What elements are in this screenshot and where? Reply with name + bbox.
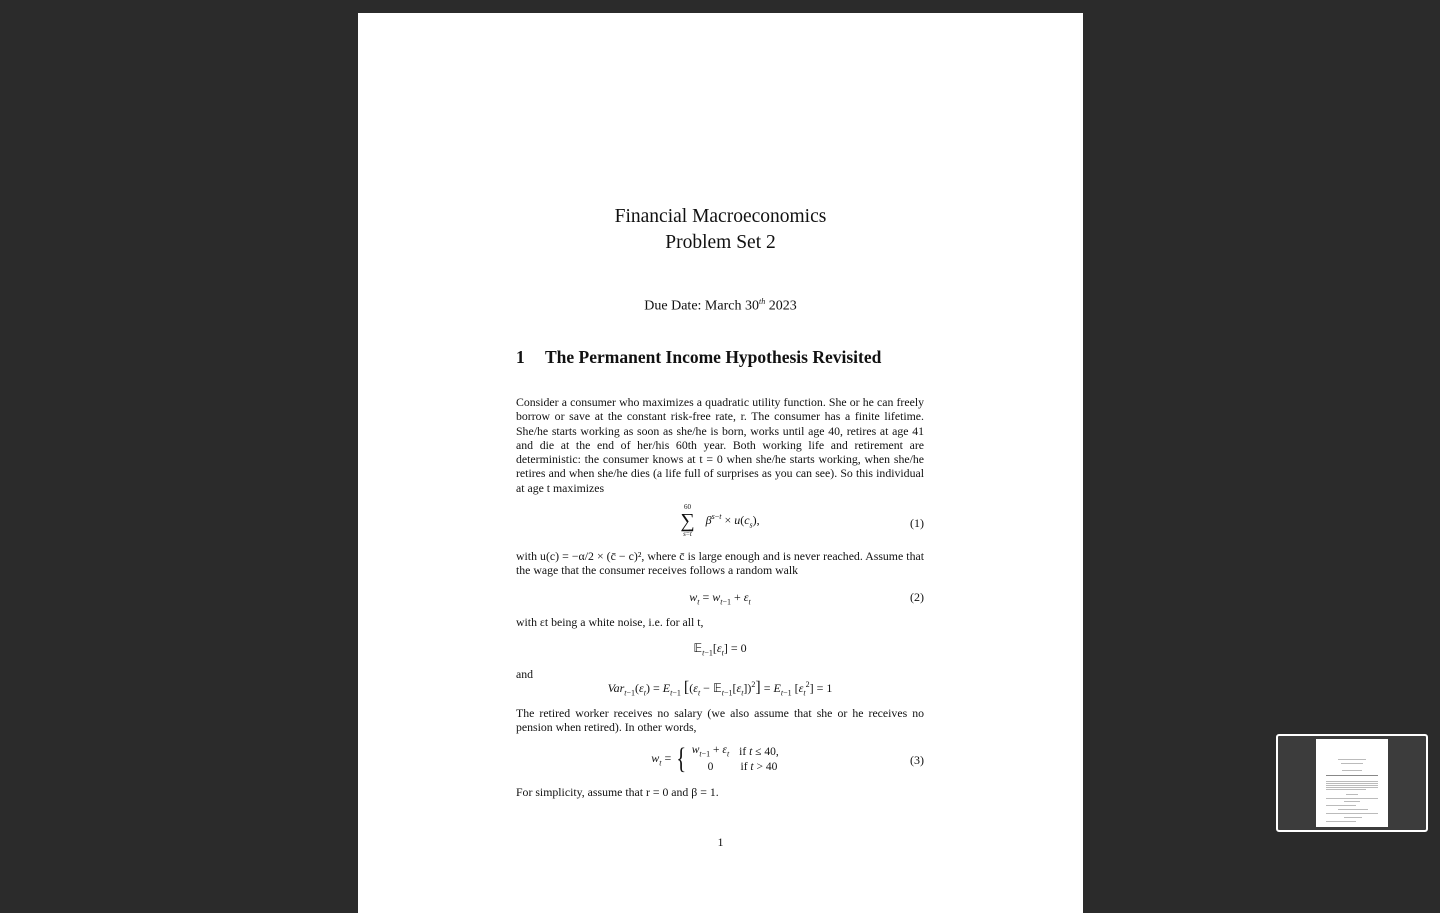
page-thumbnail[interactable] — [1276, 734, 1428, 832]
equation-number-3: (3) — [910, 753, 924, 767]
paragraph-4: and — [516, 667, 534, 681]
title-line-2: Problem Set 2 — [665, 232, 776, 253]
section-title: The Permanent Income Hypothesis Revisited — [545, 347, 882, 367]
equation-variance: $Var_{t-1}(\varepsilon_t) = E_{t-1}$ [($\varepsilon_t$ − $𝔼_{t-1}[\varepsilon_t])^2] = E_{t-1}$ $[\varepsilon_t^2] = 1$ — [607, 679, 833, 698]
title-line-1: Financial Macroeconomics — [614, 206, 827, 227]
due-date-year: 2023 — [765, 298, 797, 314]
section-number: 1 — [516, 347, 525, 367]
document-page — [358, 13, 1083, 913]
due-date-sup: th — [758, 297, 766, 306]
paragraph-1: Consider a consumer who maximizes a quadratic utility function. She or he can freely borrow or save at the constant risk-free rate, r. The consumer has a finite lifetime. She/he starts working as soon as she/he is born, works until age 40, retires at age 41 and die at the end of her/his 60th year. Both working life and retirement are deterministic: the consumer knows at t = 0 when she/he starts working, when she/he retires and when she/he dies (a life full of surprises as you can see). So this individual at age t maximizes — [516, 395, 924, 495]
equation-1: 60 ∑ s=t $\beta^{s-t} \times u(c_s)$, (1) — [680, 503, 924, 538]
due-date-text: Due Date: March 30 — [644, 298, 759, 314]
equation-3: $w_t$ = { $w_{t-1} + \varepsilon_t$ if t ≤ 40, 0 if t > 40 (3) — [651, 742, 924, 775]
equation-number-1: (1) — [910, 516, 924, 530]
paragraph-3: with εt being a white noise, i.e. for all t, — [516, 615, 704, 629]
thumbnail-page[interactable] — [1316, 739, 1388, 827]
equation-2: $w_t = w_{t-1} + \varepsilon_t$ (2) — [689, 590, 924, 607]
section-heading — [516, 347, 924, 368]
paragraph-2: with u(c) = −α/2 × (c̄ − c)², where c̄ is large enough and is never reached. Assume that the wage that the consumer receives follows a random walk — [516, 549, 924, 578]
equation-number-2: (2) — [910, 590, 924, 604]
due-date — [358, 297, 1083, 315]
document-title — [358, 204, 1083, 256]
paragraph-6: For simplicity, assume that r = 0 and β = 1. — [516, 785, 719, 799]
equation-expectation: $𝔼_{t-1}[\varepsilon_t] = 0$ — [693, 641, 747, 658]
page-number: 1 — [717, 835, 724, 849]
paragraph-5: The retired worker receives no salary (we also assume that she or he receives no pension when retired). In other words, — [516, 706, 924, 735]
